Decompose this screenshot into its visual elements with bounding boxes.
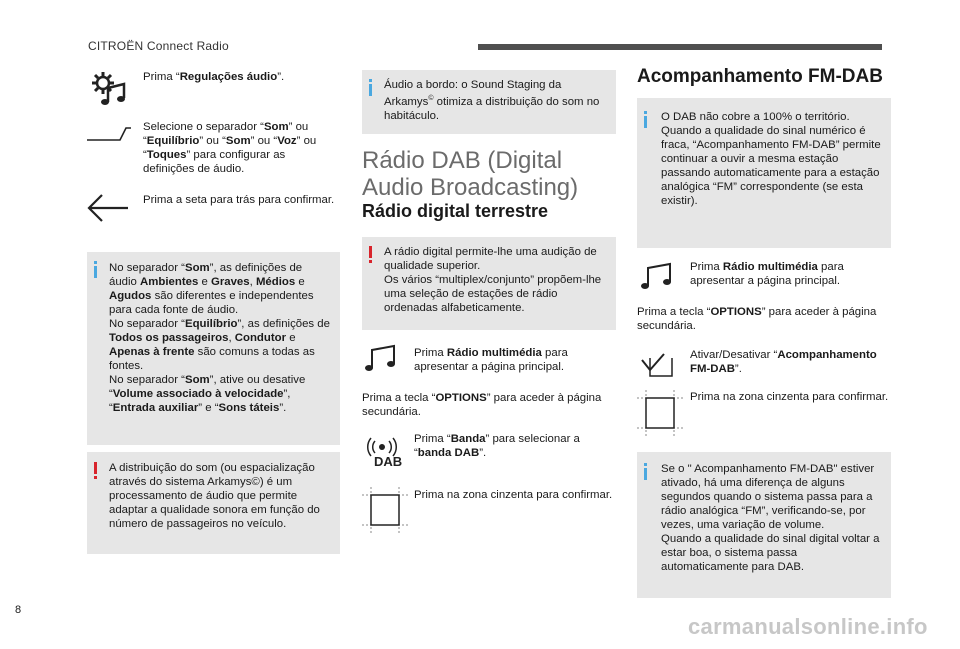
warning-dab-text: A rádio digital permite-lhe uma audição de qualidade superior. Os vários “multiplex/conjunto” propõem-lhe uma seleção de estações de rádio ordenadas alfabeticamente.	[384, 246, 602, 314]
step-gray-zone-confirm-fm: Prima na zona cinzenta para confirmar.	[690, 391, 889, 403]
info-icon	[369, 79, 379, 97]
options-instruction-fm: Prima a tecla “OPTIONS” para aceder à página secundária.	[637, 306, 877, 332]
warning-icon	[94, 462, 104, 480]
dab-icon-label: DAB	[374, 454, 403, 469]
back-arrow-icon	[86, 192, 130, 224]
info-box-fm-dab-delay	[637, 452, 891, 598]
options-instruction: Prima a tecla “OPTIONS” para aceder à página secundária.	[362, 392, 602, 418]
step-select-band: Prima “Banda” para selecionar a “banda DAB”.	[414, 433, 580, 459]
step-toggle-fm-dab: Ativar/Desativar “Acompanhamento FM-DAB”.	[690, 349, 877, 375]
subsection-title-digital-radio: Rádio digital terrestre	[362, 201, 549, 221]
step-audio-settings: Prima “Regulações áudio”.	[143, 71, 285, 83]
info-box-sound-staging	[362, 70, 616, 134]
checkbox-icon	[640, 350, 676, 380]
info-audio-text: No separador “Som”, as definições de áudio Ambientes e Graves, Médios e Agudos são diferentes e independentes para cada fonte de áudio. No separador “Equilíbrio”, as definições de Todos os passageiros, Condutor e Apenas à frente são comuns a todas as fontes. No separador “Som”, ative ou desative “Volume associado à velocidade”, “Entrada auxiliar” e “Sons táteis”.	[109, 262, 330, 414]
gray-zone-icon	[362, 487, 408, 533]
step-select-tab: Selecione o separador “Som” ou “Equilíbrio” ou “Som” ou “Voz” ou “Toques” para configurar as definições de áudio.	[143, 121, 317, 175]
warning-box-dab	[362, 237, 616, 330]
section-title-dab: Rádio DAB (Digital Audio Broadcasting)	[362, 147, 579, 201]
header-title: CITROËN Connect Radio	[88, 39, 229, 53]
gray-zone-icon	[637, 390, 683, 436]
info-fm-dab-text: O DAB não cobre a 100% o território. Quando a qualidade do sinal numérico é fraca, “Acompanhamento FM-DAB” permite continuar a ouvir a mesma estação passando automaticamente para a estação analógica “FM” correspondente (se esta existir).	[661, 111, 881, 207]
tab-icon	[86, 126, 132, 142]
page-number: 8	[15, 604, 22, 616]
info-fm-dab-delay-text: Se o " Acompanhamento FM-DAB" estiver ativado, há uma diferença de alguns segundos quando o sistema passa para a rádio analógica “FM”, verificando-se, por vezes, uma variação de volume. Quando a qualidade do sinal digital voltar a estar boa, o sistema passa automaticamente para DAB.	[661, 463, 880, 573]
warning-box-audio	[87, 452, 340, 554]
info-sound-staging-text: Áudio a bordo: o Sound Staging da Arkamys© otimiza a distribuição do som no habitáculo.	[384, 79, 600, 122]
info-icon	[644, 111, 654, 129]
info-icon	[94, 261, 104, 279]
step-radio-multimedia-fm: Prima Rádio multimédia para apresentar a página principal.	[690, 261, 844, 287]
watermark: carmanualsonline.info	[688, 614, 928, 639]
music-note-icon	[364, 344, 400, 374]
warning-icon	[369, 246, 379, 264]
header-bar	[478, 44, 882, 50]
info-icon	[644, 463, 654, 481]
settings-music-icon	[86, 68, 130, 108]
info-box-fm-dab	[637, 98, 891, 248]
section-title-fm-dab: Acompanhamento FM-DAB	[637, 66, 883, 87]
step-radio-multimedia: Prima Rádio multimédia para apresentar a página principal.	[414, 347, 568, 373]
step-gray-zone-confirm: Prima na zona cinzenta para confirmar.	[414, 489, 613, 501]
warning-audio-text: A distribuição do som (ou espacialização através do sistema Arkamys©) é um processamento de áudio que permite adaptar a qualidade sonora em função do número de passageiros no veículo.	[109, 462, 320, 530]
info-box-audio	[87, 252, 340, 445]
music-note-icon	[640, 262, 676, 292]
step-back-confirm: Prima a seta para trás para confirmar.	[143, 194, 335, 206]
